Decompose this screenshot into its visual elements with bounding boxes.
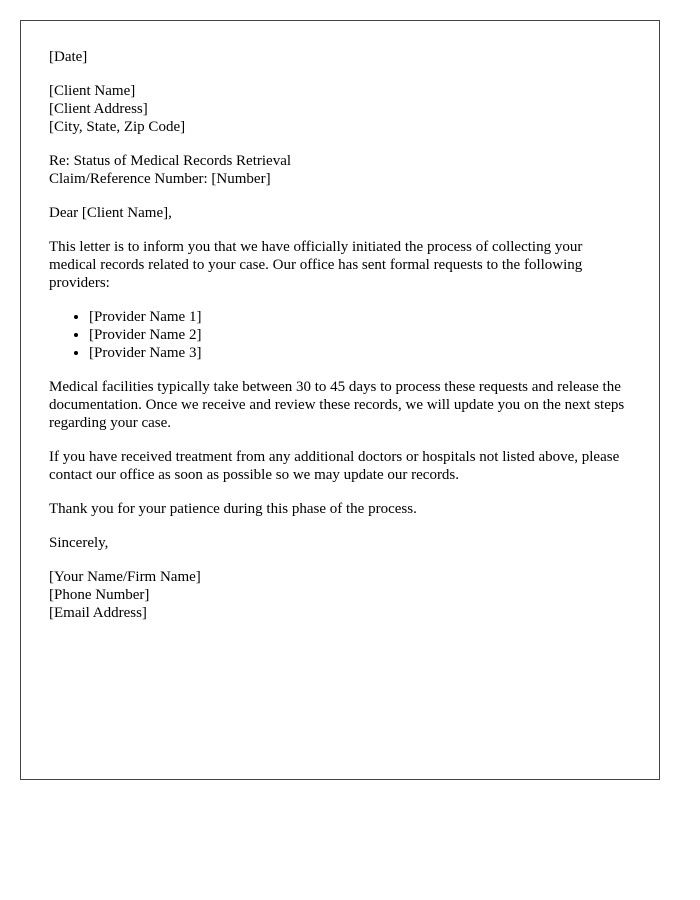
letter-date xyxy=(49,48,631,66)
salutation: Dear [Client Name], xyxy=(49,205,172,221)
subject-re-line: Re: Status of Medical Records Retrieval xyxy=(49,153,292,169)
signature-email: [Email Address] xyxy=(49,605,147,621)
list-item: • [Provider Name 2] xyxy=(89,326,631,344)
subject-block xyxy=(49,152,631,188)
signature-name-firm: [Your Name/Firm Name] xyxy=(49,569,201,585)
recipient-address: [Client Address] xyxy=(49,101,148,117)
reference-number-line: Claim/Reference Number: [Number] xyxy=(49,171,271,187)
recipient-name: [Client Name] xyxy=(49,83,136,99)
date-text: [Date] xyxy=(49,49,88,65)
additional-treatment-paragraph: If you have received treatment from any additional doctors or hospitals not listed above, please contact our office as soon as possible so we may update our records. xyxy=(49,449,620,483)
signature-phone: [Phone Number] xyxy=(49,587,150,603)
list-item: • [Provider Name 1] xyxy=(89,308,631,326)
recipient-city-state-zip: [City, State, Zip Code] xyxy=(49,119,186,135)
provider-list xyxy=(49,308,631,362)
recipient-address-block xyxy=(49,82,631,136)
closing: Sincerely, xyxy=(49,535,109,551)
letter-page xyxy=(20,20,660,780)
list-item: • [Provider Name 3] xyxy=(89,344,631,362)
intro-paragraph: This letter is to inform you that we have officially initiated the process of collecting your medical records related to your case. Our office has sent formal requests to the following providers: xyxy=(49,239,583,291)
thanks-paragraph: Thank you for your patience during this phase of the process. xyxy=(49,501,417,517)
signature-block xyxy=(49,568,631,622)
timeline-paragraph: Medical facilities typically take between 30 to 45 days to process these requests and release the documentation. Once we receive and review these records, we will update you on the next steps regarding your case. xyxy=(49,379,625,431)
